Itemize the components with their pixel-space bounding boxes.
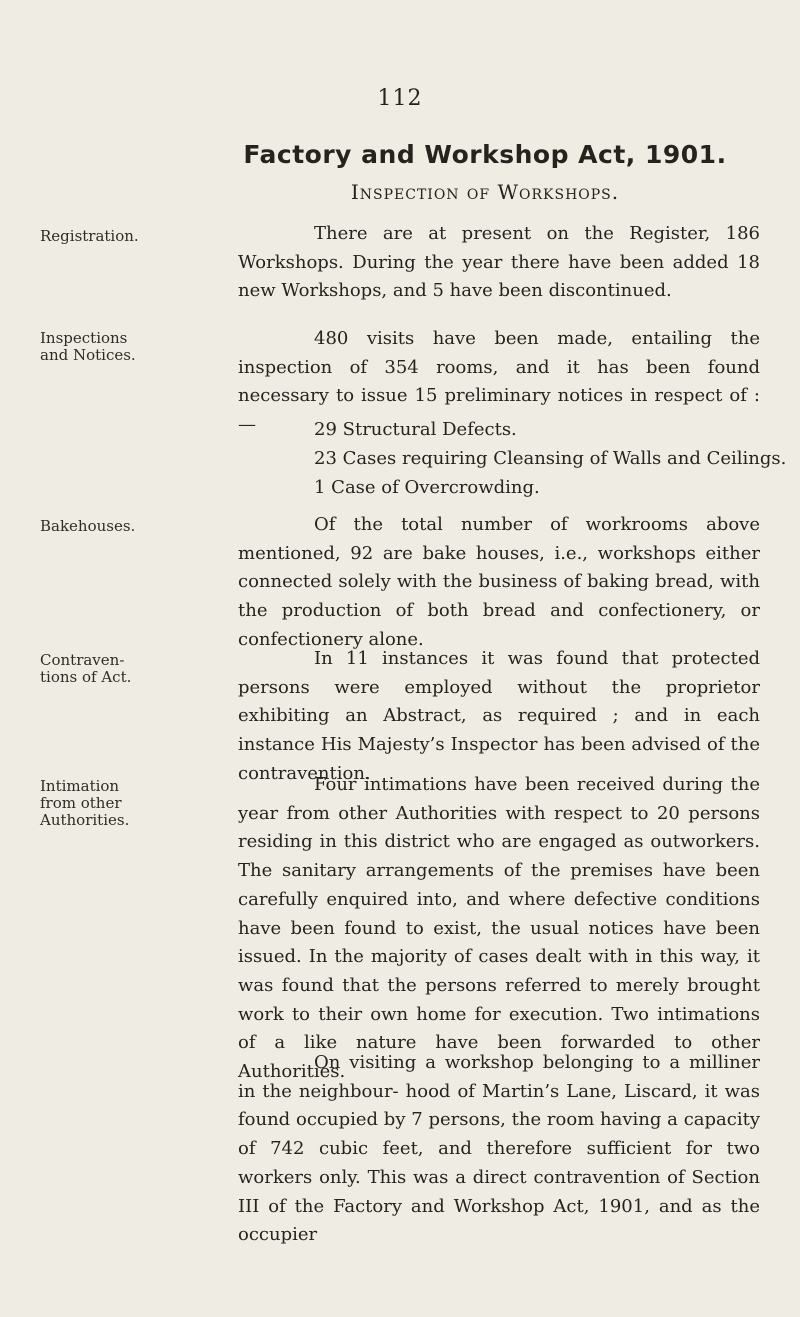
paragraph-registration-text: There are at present on the Register, 186 Workshops. During the year there have been added 18 new Workshops, and 5 have been discontinued. xyxy=(238,223,760,302)
paragraph-intimation xyxy=(238,771,760,1087)
paragraph-inspections-text: 480 visits have been made, entailing the inspection of 354 rooms, and it has been found necessary to issue 15 preliminary notices in respect of :— xyxy=(238,328,760,436)
page-title: Factory and Workshop Act, 1901. xyxy=(243,140,727,169)
paragraph-milliner-text: On visiting a workshop belonging to a milliner in the neighbour- hood of Martin’s Lane, Liscard, it was found occupied by 7 persons, the room having a capacity of 742 cubic feet, and therefore sufficient for two workers only. This was a direct contravention of Section III of the Factory and Workshop Act, 1901, and as the occupier xyxy=(238,1052,760,1246)
page-number: 112 xyxy=(377,86,423,111)
paragraph-registration xyxy=(238,220,760,306)
margin-note-contraventions: Contraven- tions of Act. xyxy=(40,651,132,686)
paragraph-bakehouses-text: Of the total number of workrooms above mentioned, 92 are bake houses, i.e., workshops either connected solely with the business of baking bread, with the production of both bread and confectionery, or confectionery alone. xyxy=(238,514,760,650)
notice-item: 23 Cases requiring Cleansing of Walls and Ceilings. xyxy=(314,448,787,469)
notice-item: 29 Structural Defects. xyxy=(314,419,517,440)
notice-item: 1 Case of Overcrowding. xyxy=(314,477,540,498)
paragraph-contraventions-text: In 11 instances it was found that protected persons were employed without the proprietor exhibiting an Abstract, as required ; and in each instance His Majesty’s Inspector has been advised of the contravention. xyxy=(238,648,760,784)
paragraph-milliner xyxy=(238,1049,760,1250)
paragraph-intimation-text: Four intimations have been received during the year from other Authorities with respect to 20 persons residing in this district who are engaged as outworkers. The sanitary arrangements of the premises have been carefully enquired into, and where defective conditions have been found to exist, the usual notices have been issued. In the majority of cases dealt with in this way, it was found that the persons referred to merely brought work to their own home for execution. Two intimations of a like nature have been forwarded to other Authorities. xyxy=(238,774,760,1083)
paragraph-contraventions xyxy=(238,645,760,789)
margin-note-bakehouses: Bakehouses. xyxy=(40,517,136,535)
section-subtitle: Inspection of Workshops. xyxy=(350,180,620,204)
margin-note-intimation: Intimation from other Authorities. xyxy=(40,777,130,829)
margin-note-inspections: Inspections and Notices. xyxy=(40,329,136,364)
paragraph-bakehouses xyxy=(238,511,760,655)
notices-list xyxy=(314,415,786,502)
margin-note-registration: Registration. xyxy=(40,227,139,245)
